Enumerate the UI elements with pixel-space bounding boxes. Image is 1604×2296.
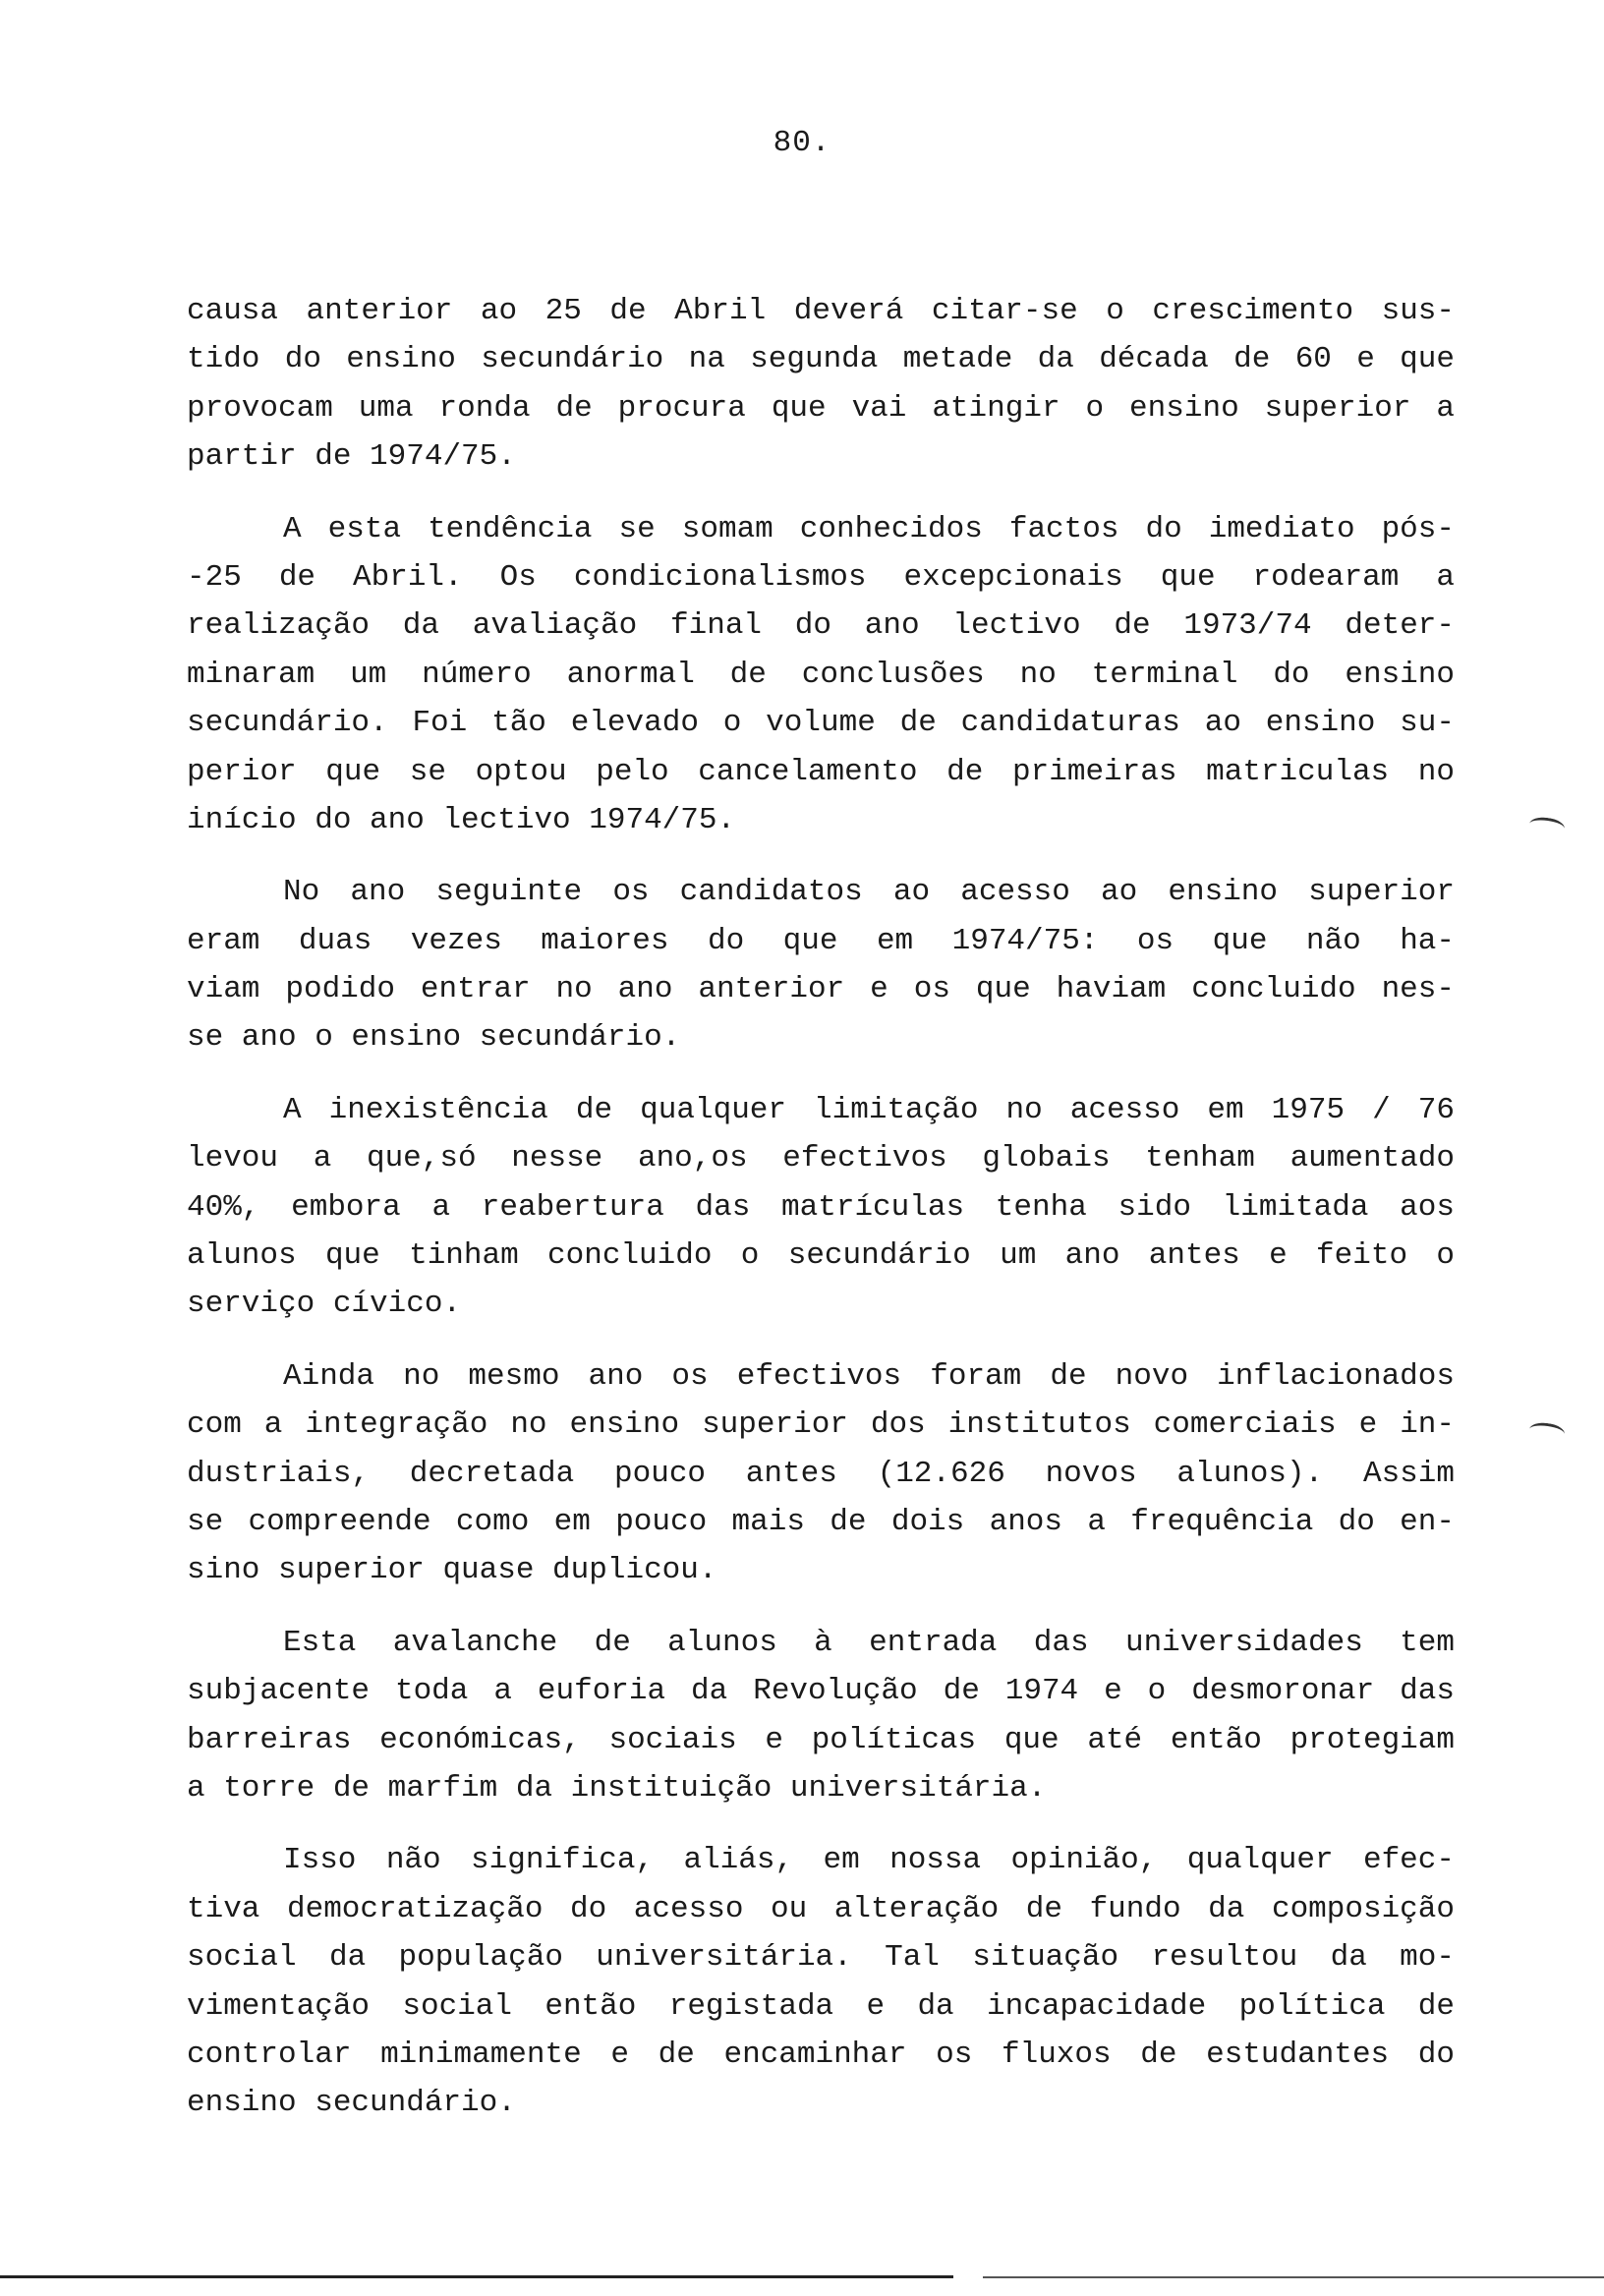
text-line: início do ano lectivo 1974/75. bbox=[187, 802, 736, 837]
text-line: causa anterior ao 25 de Abril deverá citar-se o crescimento sus- bbox=[187, 294, 1455, 328]
margin-mark bbox=[1528, 1421, 1566, 1443]
text-line: partir de 1974/75. bbox=[187, 439, 516, 475]
text-line: se ano o ensino secundário. bbox=[187, 1020, 681, 1056]
text-line: realização da avaliação final do ano lectivo de 1973/74 deter- bbox=[187, 608, 1455, 644]
text-line: Esta avalanche de alunos à entrada das universidades tem bbox=[283, 1625, 1455, 1660]
text-line: viam podido entrar no ano anterior e os que haviam concluido nes- bbox=[187, 972, 1455, 1007]
text-line: barreiras económicas, sociais e políticas que até então protegiam bbox=[187, 1722, 1455, 1757]
paragraph-6 bbox=[187, 1619, 1455, 1813]
body-text bbox=[187, 287, 1455, 2152]
text-line: se compreende como em pouco mais de dois anos a frequência do en- bbox=[187, 1504, 1455, 1539]
paragraph-4 bbox=[187, 1086, 1455, 1329]
text-line: 40%, embora a reabertura das matrículas tenha sido limitada aos bbox=[187, 1189, 1455, 1225]
text-line: subjacente toda a euforia da Revolução de 1974 e o desmoronar das bbox=[187, 1674, 1455, 1709]
text-line: tiva democratização do acesso ou alteração de fundo da composição bbox=[187, 1891, 1455, 1926]
text-line: dustriais, decretada pouco antes (12.626 novos alunos). Assim bbox=[187, 1456, 1455, 1491]
text-line: social da população universitária. Tal situação resultou da mo- bbox=[187, 1940, 1455, 1976]
text-line: sino superior quase duplicou. bbox=[187, 1553, 717, 1588]
paragraph-5 bbox=[187, 1352, 1455, 1595]
bottom-rule bbox=[0, 2275, 953, 2278]
text-line: a torre de marfim da instituição universitária. bbox=[187, 1770, 1047, 1806]
paragraph-7 bbox=[187, 1836, 1455, 2127]
text-line: eram duas vezes maiores do que em 1974/75: os que não ha- bbox=[187, 923, 1455, 958]
text-line: perior que se optou pelo cancelamento de primeiras matriculas no bbox=[187, 754, 1455, 789]
text-line: Isso não significa, aliás, em nossa opinião, qualquer efec- bbox=[283, 1843, 1455, 1878]
text-line: ensino secundário. bbox=[187, 2086, 516, 2121]
text-line: serviço cívico. bbox=[187, 1287, 462, 1322]
text-line: provocam uma ronda de procura que vai atingir o ensino superior a bbox=[187, 390, 1455, 426]
paragraph-2 bbox=[187, 505, 1455, 845]
text-line: No ano seguinte os candidatos ao acesso ao ensino superior bbox=[283, 875, 1455, 910]
text-line: Ainda no mesmo ano os efectivos foram de novo inflacionados bbox=[283, 1358, 1455, 1394]
bottom-rule bbox=[983, 2276, 1604, 2278]
paragraph-3 bbox=[187, 868, 1455, 1062]
text-line: tido do ensino secundário na segunda metade da década de 60 e que bbox=[187, 342, 1455, 377]
text-line: secundário. Foi tão elevado o volume de candidaturas ao ensino su- bbox=[187, 706, 1455, 741]
text-line: vimentação social então registada e da incapacidade política de bbox=[187, 1988, 1455, 2024]
text-line: minaram um número anormal de conclusões no terminal do ensino bbox=[187, 657, 1455, 692]
text-line: A inexistência de qualquer limitação no acesso em 1975 / 76 bbox=[283, 1092, 1455, 1127]
text-line: levou a que,só nesse ano,os efectivos globais tenham aumentado bbox=[187, 1141, 1455, 1177]
page-number: 80. bbox=[773, 126, 831, 160]
text-line: controlar minimamente e de encaminhar os fluxos de estudantes do bbox=[187, 2037, 1455, 2072]
text-line: alunos que tinham concluido o secundário um ano antes e feito o bbox=[187, 1238, 1455, 1274]
margin-mark bbox=[1528, 816, 1566, 837]
paragraph-1 bbox=[187, 287, 1455, 482]
text-line: com a integração no ensino superior dos institutos comerciais e in- bbox=[187, 1407, 1455, 1443]
text-line: -25 de Abril. Os condicionalismos excepcionais que rodearam a bbox=[187, 559, 1455, 595]
text-line: A esta tendência se somam conhecidos factos do imediato pós- bbox=[283, 511, 1455, 546]
